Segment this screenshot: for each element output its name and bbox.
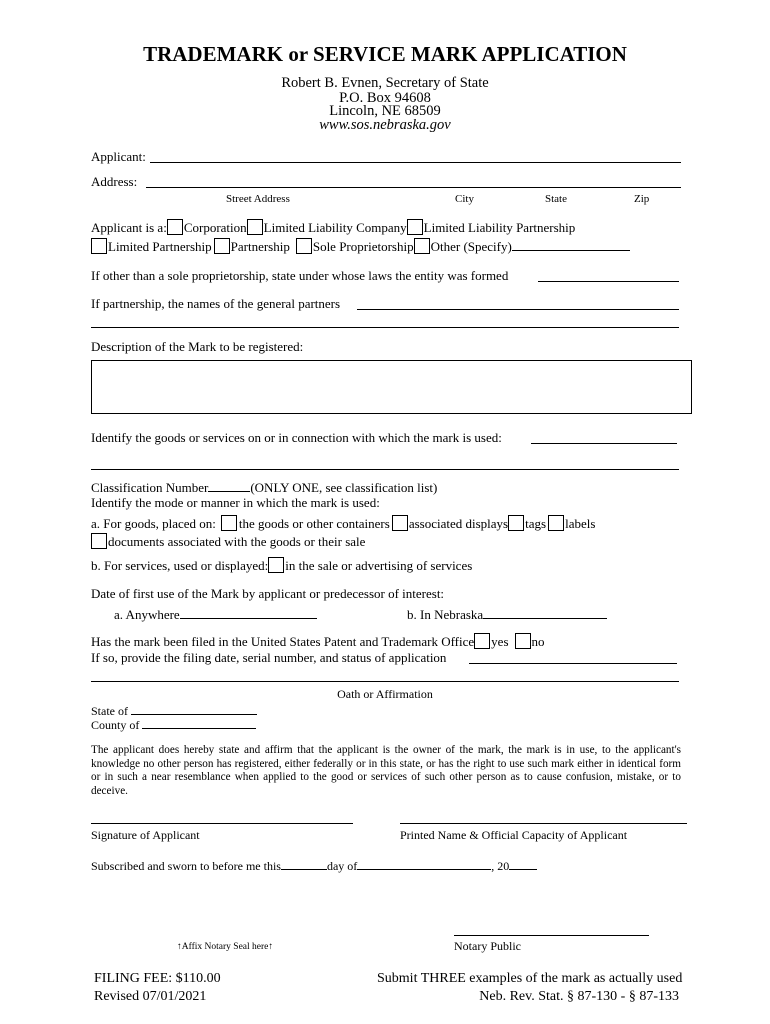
sole-proprietorship-checkbox[interactable] bbox=[296, 238, 312, 254]
containers-label: the goods or other containers bbox=[238, 516, 390, 531]
limited-partnership-label: Limited Partnership bbox=[108, 239, 212, 254]
form-title: TRADEMARK or SERVICE MARK APPLICATION bbox=[143, 42, 627, 66]
containers-checkbox[interactable] bbox=[221, 515, 237, 531]
documents-row bbox=[91, 533, 365, 550]
patent-details-field-line-2[interactable] bbox=[91, 681, 679, 682]
zip-caption: Zip bbox=[634, 193, 650, 205]
secretary-name: Robert B. Evnen, Secretary of State bbox=[281, 75, 489, 91]
city-address: Lincoln, NE 68509 bbox=[329, 103, 441, 119]
corporation-checkbox[interactable] bbox=[167, 219, 183, 235]
county-of-label: County of bbox=[91, 718, 140, 732]
po-box: P.O. Box 94608 bbox=[339, 90, 431, 106]
documents-checkbox[interactable] bbox=[91, 533, 107, 549]
notary-signature-field[interactable] bbox=[454, 935, 649, 936]
revised-date: Revised 07/01/2021 bbox=[94, 989, 207, 1004]
description-box[interactable] bbox=[91, 360, 692, 414]
signature-label: Signature of Applicant bbox=[91, 828, 200, 842]
classification-number-field[interactable] bbox=[208, 479, 250, 492]
services-row bbox=[91, 557, 472, 574]
county-of-row bbox=[91, 717, 256, 733]
oath-title: Oath or Affirmation bbox=[337, 687, 433, 701]
services-checkbox[interactable] bbox=[268, 557, 284, 573]
notary-public-label: Notary Public bbox=[454, 939, 521, 953]
classification-label: Classification Number bbox=[91, 480, 209, 495]
sole-proprietorship-label: Sole Proprietorship bbox=[312, 239, 414, 254]
sworn-text-3: , 20 bbox=[491, 859, 510, 873]
classification-row bbox=[91, 479, 437, 496]
state-of-label: State of bbox=[91, 704, 128, 718]
patent-yes-checkbox[interactable] bbox=[474, 633, 490, 649]
labels-checkbox[interactable] bbox=[548, 515, 564, 531]
patent-no-label: no bbox=[531, 634, 545, 649]
limited-partnership-checkbox[interactable] bbox=[91, 238, 107, 254]
patent-no-checkbox[interactable] bbox=[515, 633, 531, 649]
city-caption: City bbox=[455, 193, 474, 205]
applicant-type-row-1 bbox=[91, 219, 575, 236]
other-checkbox[interactable] bbox=[414, 238, 430, 254]
anywhere-date-field[interactable] bbox=[180, 606, 317, 619]
goods-field-line-2[interactable] bbox=[91, 469, 679, 470]
partners-field-line-2[interactable] bbox=[91, 327, 679, 328]
nebraska-date-field[interactable] bbox=[483, 606, 607, 619]
sworn-year-field[interactable] bbox=[509, 858, 537, 870]
applicant-field[interactable] bbox=[150, 162, 681, 163]
anywhere-label: a. Anywhere bbox=[114, 607, 180, 622]
patent-yes-label: yes bbox=[491, 634, 509, 649]
partnership-checkbox[interactable] bbox=[214, 238, 230, 254]
tags-checkbox[interactable] bbox=[508, 515, 524, 531]
county-of-field[interactable] bbox=[142, 717, 256, 729]
goods-placement-row bbox=[91, 515, 595, 532]
corporation-label: Corporation bbox=[183, 220, 247, 235]
state-of-field[interactable] bbox=[131, 703, 257, 715]
street-address-caption: Street Address bbox=[226, 193, 290, 205]
patent-question: Has the mark been filed in the United States Patent and Trademark Office bbox=[91, 634, 475, 649]
goods-placement-label: a. For goods, placed on: bbox=[91, 516, 216, 531]
state-caption: State bbox=[545, 193, 567, 205]
filing-fee: FILING FEE: $110.00 bbox=[94, 971, 221, 986]
sworn-text-2: day of bbox=[326, 859, 358, 873]
sworn-text-1: Subscribed and sworn to before me this bbox=[91, 859, 281, 873]
nebraska-row bbox=[407, 606, 607, 623]
labels-label: labels bbox=[565, 516, 596, 531]
website: www.sos.nebraska.gov bbox=[319, 117, 451, 133]
partnership-label: Partnership bbox=[230, 239, 290, 254]
llp-label: Limited Liability Partnership bbox=[423, 220, 576, 235]
mode-question: Identify the mode or manner in which the mark is used: bbox=[91, 495, 380, 510]
oath-statement: The applicant does hereby state and affirm that the applicant is the owner of the mark, the mark is in use, to the applicant's knowledge no other person has registered, either federally or in this state, or has the right to use such mark either in identical form or in such a near resemblance when applied to the good or services of such other person as to cause confusion, mistake, or to deceive. bbox=[91, 744, 681, 797]
classification-note: (ONLY ONE, see classification list) bbox=[250, 480, 438, 495]
applicant-label: Applicant: bbox=[91, 149, 146, 164]
patent-details-field[interactable] bbox=[469, 663, 677, 664]
patent-followup: If so, provide the filing date, serial number, and status of application bbox=[91, 650, 447, 665]
llc-label: Limited Liability Company bbox=[263, 220, 407, 235]
statute-reference: Neb. Rev. Stat. § 87-130 - § 87-133 bbox=[479, 989, 679, 1004]
partners-field[interactable] bbox=[357, 309, 679, 310]
notary-seal-note: ↑Affix Notary Seal here↑ bbox=[177, 942, 274, 952]
sworn-month-field[interactable] bbox=[357, 858, 491, 870]
llc-checkbox[interactable] bbox=[247, 219, 263, 235]
signature-field[interactable] bbox=[91, 823, 353, 824]
displays-checkbox[interactable] bbox=[392, 515, 408, 531]
other-specify-field[interactable] bbox=[512, 238, 630, 251]
printed-name-field[interactable] bbox=[400, 823, 687, 824]
goods-field[interactable] bbox=[531, 443, 677, 444]
address-label: Address: bbox=[91, 174, 138, 189]
state-laws-field[interactable] bbox=[538, 281, 679, 282]
description-label: Description of the Mark to be registered: bbox=[91, 339, 304, 354]
printed-name-label: Printed Name & Official Capacity of Applicant bbox=[400, 828, 628, 842]
displays-label: associated displays bbox=[408, 516, 509, 531]
patent-row bbox=[91, 633, 545, 650]
goods-question: Identify the goods or services on or in connection with which the mark is used: bbox=[91, 430, 502, 445]
services-label: b. For services, used or displayed: bbox=[91, 558, 269, 573]
applicant-type-row-2 bbox=[91, 238, 630, 255]
anywhere-row bbox=[114, 606, 317, 623]
partners-question: If partnership, the names of the general partners bbox=[91, 296, 341, 311]
sworn-day-field[interactable] bbox=[281, 858, 327, 870]
documents-label: documents associated with the goods or their sale bbox=[108, 534, 366, 549]
sworn-row bbox=[91, 858, 537, 874]
first-use-label: Date of first use of the Mark by applicant or predecessor of interest: bbox=[91, 586, 445, 601]
applicant-is-label: Applicant is a: bbox=[91, 220, 167, 235]
tags-label: tags bbox=[525, 516, 547, 531]
llp-checkbox[interactable] bbox=[407, 219, 423, 235]
address-field[interactable] bbox=[146, 187, 681, 188]
submit-instructions: Submit THREE examples of the mark as actually used bbox=[377, 971, 683, 986]
nebraska-label: b. In Nebraska bbox=[407, 607, 484, 622]
state-laws-question: If other than a sole proprietorship, state under whose laws the entity was formed bbox=[91, 268, 509, 283]
other-label: Other (Specify) bbox=[430, 239, 512, 254]
services-option-label: in the sale or advertising of services bbox=[285, 558, 473, 573]
